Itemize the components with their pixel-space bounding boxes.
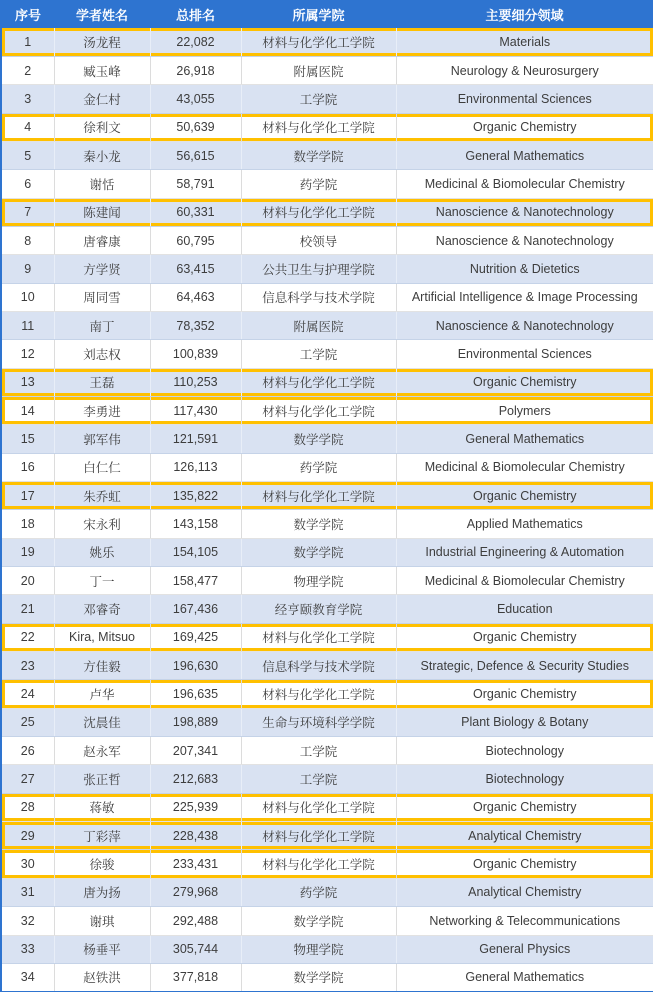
cell-field: Environmental Sciences	[396, 340, 653, 368]
cell-rank: 196,630	[150, 652, 241, 680]
cell-index: 14	[1, 396, 54, 424]
table-row	[1, 765, 653, 793]
column-header-name: 学者姓名	[54, 0, 150, 28]
cell-rank: 212,683	[150, 765, 241, 793]
cell-rank: 207,341	[150, 737, 241, 765]
cell-college: 数学学院	[241, 538, 396, 566]
cell-rank: 198,889	[150, 708, 241, 736]
cell-college: 药学院	[241, 170, 396, 198]
cell-field: Organic Chemistry	[396, 113, 653, 141]
table-row	[1, 56, 653, 84]
cell-college: 信息科学与技术学院	[241, 283, 396, 311]
cell-rank: 58,791	[150, 170, 241, 198]
cell-name: 陈建闻	[54, 198, 150, 226]
cell-rank: 50,639	[150, 113, 241, 141]
cell-index: 29	[1, 822, 54, 850]
table-row	[1, 283, 653, 311]
table-row	[1, 170, 653, 198]
cell-field: General Mathematics	[396, 425, 653, 453]
table-row	[1, 198, 653, 226]
cell-field: Education	[396, 595, 653, 623]
cell-index: 6	[1, 170, 54, 198]
table-row	[1, 822, 653, 850]
cell-field: General Mathematics	[396, 963, 653, 991]
table-row	[1, 567, 653, 595]
cell-name: 邓睿奇	[54, 595, 150, 623]
cell-rank: 60,795	[150, 226, 241, 254]
cell-name: 周同雪	[54, 283, 150, 311]
cell-index: 7	[1, 198, 54, 226]
cell-rank: 26,918	[150, 56, 241, 84]
cell-name: 方学贤	[54, 255, 150, 283]
cell-index: 19	[1, 538, 54, 566]
cell-college: 工学院	[241, 85, 396, 113]
cell-field: Nanoscience & Nanotechnology	[396, 226, 653, 254]
cell-name: 郭军伟	[54, 425, 150, 453]
cell-rank: 305,744	[150, 935, 241, 963]
table-row	[1, 538, 653, 566]
cell-rank: 117,430	[150, 396, 241, 424]
cell-index: 10	[1, 283, 54, 311]
table-row	[1, 141, 653, 169]
cell-name: 丁一	[54, 567, 150, 595]
cell-rank: 56,615	[150, 141, 241, 169]
cell-field: Polymers	[396, 396, 653, 424]
cell-field: Organic Chemistry	[396, 680, 653, 708]
cell-index: 25	[1, 708, 54, 736]
cell-college: 材料与化学化工学院	[241, 28, 396, 56]
cell-field: Organic Chemistry	[396, 368, 653, 396]
cell-index: 11	[1, 311, 54, 339]
cell-name: 杨垂平	[54, 935, 150, 963]
table-row	[1, 652, 653, 680]
cell-name: 李勇进	[54, 396, 150, 424]
cell-field: Medicinal & Biomolecular Chemistry	[396, 453, 653, 481]
cell-college: 数学学院	[241, 141, 396, 169]
cell-index: 17	[1, 482, 54, 510]
cell-field: Plant Biology & Botany	[396, 708, 653, 736]
table-row	[1, 255, 653, 283]
table-row	[1, 368, 653, 396]
table-row	[1, 708, 653, 736]
cell-rank: 292,488	[150, 907, 241, 935]
cell-index: 34	[1, 963, 54, 991]
table-row	[1, 113, 653, 141]
cell-field: Organic Chemistry	[396, 623, 653, 651]
cell-rank: 63,415	[150, 255, 241, 283]
column-header-field: 主要细分领域	[396, 0, 653, 28]
table-row	[1, 396, 653, 424]
table-row	[1, 226, 653, 254]
cell-name: 卢华	[54, 680, 150, 708]
cell-rank: 228,438	[150, 822, 241, 850]
cell-rank: 121,591	[150, 425, 241, 453]
cell-rank: 233,431	[150, 850, 241, 878]
cell-index: 13	[1, 368, 54, 396]
cell-college: 工学院	[241, 340, 396, 368]
cell-field: Nanoscience & Nanotechnology	[396, 198, 653, 226]
cell-rank: 60,331	[150, 198, 241, 226]
cell-field: Applied Mathematics	[396, 510, 653, 538]
cell-college: 校领导	[241, 226, 396, 254]
table-row	[1, 425, 653, 453]
cell-name: 秦小龙	[54, 141, 150, 169]
cell-index: 3	[1, 85, 54, 113]
cell-rank: 143,158	[150, 510, 241, 538]
cell-index: 23	[1, 652, 54, 680]
cell-college: 信息科学与技术学院	[241, 652, 396, 680]
cell-field: Biotechnology	[396, 737, 653, 765]
cell-rank: 154,105	[150, 538, 241, 566]
cell-rank: 377,818	[150, 963, 241, 991]
table-row	[1, 28, 653, 56]
table-row	[1, 510, 653, 538]
cell-college: 数学学院	[241, 907, 396, 935]
cell-index: 12	[1, 340, 54, 368]
cell-name: Kira, Mitsuo	[54, 623, 150, 651]
cell-college: 材料与化学化工学院	[241, 396, 396, 424]
cell-college: 附属医院	[241, 311, 396, 339]
cell-field: Nanoscience & Nanotechnology	[396, 311, 653, 339]
cell-college: 材料与化学化工学院	[241, 368, 396, 396]
cell-index: 21	[1, 595, 54, 623]
cell-name: 王磊	[54, 368, 150, 396]
cell-index: 27	[1, 765, 54, 793]
cell-rank: 196,635	[150, 680, 241, 708]
cell-name: 臧玉峰	[54, 56, 150, 84]
cell-rank: 43,055	[150, 85, 241, 113]
cell-name: 丁彩萍	[54, 822, 150, 850]
cell-field: Industrial Engineering & Automation	[396, 538, 653, 566]
cell-index: 30	[1, 850, 54, 878]
cell-college: 材料与化学化工学院	[241, 198, 396, 226]
cell-field: Analytical Chemistry	[396, 878, 653, 906]
cell-index: 18	[1, 510, 54, 538]
cell-college: 公共卫生与护理学院	[241, 255, 396, 283]
cell-name: 徐骏	[54, 850, 150, 878]
cell-college: 数学学院	[241, 425, 396, 453]
table-row	[1, 878, 653, 906]
header-row	[1, 0, 653, 28]
cell-college: 材料与化学化工学院	[241, 113, 396, 141]
cell-index: 1	[1, 28, 54, 56]
cell-college: 药学院	[241, 453, 396, 481]
cell-index: 26	[1, 737, 54, 765]
cell-name: 赵永军	[54, 737, 150, 765]
cell-rank: 225,939	[150, 793, 241, 821]
cell-index: 2	[1, 56, 54, 84]
cell-rank: 126,113	[150, 453, 241, 481]
cell-field: Materials	[396, 28, 653, 56]
cell-index: 33	[1, 935, 54, 963]
cell-college: 材料与化学化工学院	[241, 482, 396, 510]
cell-rank: 64,463	[150, 283, 241, 311]
cell-field: Environmental Sciences	[396, 85, 653, 113]
cell-name: 唐为扬	[54, 878, 150, 906]
cell-name: 徐利文	[54, 113, 150, 141]
table-row	[1, 595, 653, 623]
cell-college: 物理学院	[241, 567, 396, 595]
cell-name: 汤龙程	[54, 28, 150, 56]
cell-rank: 22,082	[150, 28, 241, 56]
cell-rank: 100,839	[150, 340, 241, 368]
cell-rank: 279,968	[150, 878, 241, 906]
cell-name: 方佳毅	[54, 652, 150, 680]
cell-college: 材料与化学化工学院	[241, 850, 396, 878]
cell-field: Analytical Chemistry	[396, 822, 653, 850]
cell-rank: 78,352	[150, 311, 241, 339]
cell-rank: 167,436	[150, 595, 241, 623]
cell-index: 8	[1, 226, 54, 254]
cell-name: 金仁村	[54, 85, 150, 113]
cell-index: 16	[1, 453, 54, 481]
cell-name: 赵铁洪	[54, 963, 150, 991]
cell-college: 材料与化学化工学院	[241, 623, 396, 651]
cell-rank: 169,425	[150, 623, 241, 651]
cell-index: 22	[1, 623, 54, 651]
table-row	[1, 453, 653, 481]
cell-name: 姚乐	[54, 538, 150, 566]
cell-college: 工学院	[241, 765, 396, 793]
table-header	[1, 0, 653, 28]
cell-field: Neurology & Neurosurgery	[396, 56, 653, 84]
cell-college: 经亨颐教育学院	[241, 595, 396, 623]
cell-college: 材料与化学化工学院	[241, 680, 396, 708]
cell-field: Organic Chemistry	[396, 482, 653, 510]
cell-field: Organic Chemistry	[396, 793, 653, 821]
cell-college: 生命与环境科学学院	[241, 708, 396, 736]
cell-index: 9	[1, 255, 54, 283]
cell-index: 15	[1, 425, 54, 453]
cell-name: 张正哲	[54, 765, 150, 793]
cell-field: General Mathematics	[396, 141, 653, 169]
cell-field: Organic Chemistry	[396, 850, 653, 878]
cell-index: 28	[1, 793, 54, 821]
cell-index: 4	[1, 113, 54, 141]
cell-college: 材料与化学化工学院	[241, 822, 396, 850]
cell-name: 朱乔虹	[54, 482, 150, 510]
cell-college: 药学院	[241, 878, 396, 906]
table-row	[1, 907, 653, 935]
cell-college: 附属医院	[241, 56, 396, 84]
cell-name: 谢恬	[54, 170, 150, 198]
cell-name: 刘志权	[54, 340, 150, 368]
table-body	[1, 28, 653, 992]
column-header-index: 序号	[1, 0, 54, 28]
table-row	[1, 311, 653, 339]
cell-index: 24	[1, 680, 54, 708]
table-row	[1, 680, 653, 708]
table-row	[1, 793, 653, 821]
table-row	[1, 623, 653, 651]
cell-index: 31	[1, 878, 54, 906]
cell-field: Biotechnology	[396, 765, 653, 793]
cell-field: Networking & Telecommunications	[396, 907, 653, 935]
cell-name: 南丁	[54, 311, 150, 339]
cell-index: 5	[1, 141, 54, 169]
table-row	[1, 85, 653, 113]
cell-index: 32	[1, 907, 54, 935]
table-row	[1, 963, 653, 991]
cell-name: 唐睿康	[54, 226, 150, 254]
cell-field: Medicinal & Biomolecular Chemistry	[396, 170, 653, 198]
cell-index: 20	[1, 567, 54, 595]
table-row	[1, 482, 653, 510]
cell-name: 沈晨佳	[54, 708, 150, 736]
cell-name: 谢琪	[54, 907, 150, 935]
cell-rank: 135,822	[150, 482, 241, 510]
table-row	[1, 340, 653, 368]
column-header-rank: 总排名	[150, 0, 241, 28]
column-header-college: 所属学院	[241, 0, 396, 28]
cell-field: Artificial Intelligence & Image Processing	[396, 283, 653, 311]
cell-field: Nutrition & Dietetics	[396, 255, 653, 283]
cell-field: General Physics	[396, 935, 653, 963]
cell-name: 宋永利	[54, 510, 150, 538]
table-row	[1, 737, 653, 765]
cell-rank: 110,253	[150, 368, 241, 396]
table-row	[1, 935, 653, 963]
cell-college: 数学学院	[241, 963, 396, 991]
cell-college: 材料与化学化工学院	[241, 793, 396, 821]
cell-name: 白仁仁	[54, 453, 150, 481]
cell-college: 数学学院	[241, 510, 396, 538]
cell-field: Strategic, Defence & Security Studies	[396, 652, 653, 680]
cell-field: Medicinal & Biomolecular Chemistry	[396, 567, 653, 595]
cell-rank: 158,477	[150, 567, 241, 595]
cell-college: 工学院	[241, 737, 396, 765]
cell-college: 物理学院	[241, 935, 396, 963]
table-row	[1, 850, 653, 878]
cell-name: 蒋敏	[54, 793, 150, 821]
